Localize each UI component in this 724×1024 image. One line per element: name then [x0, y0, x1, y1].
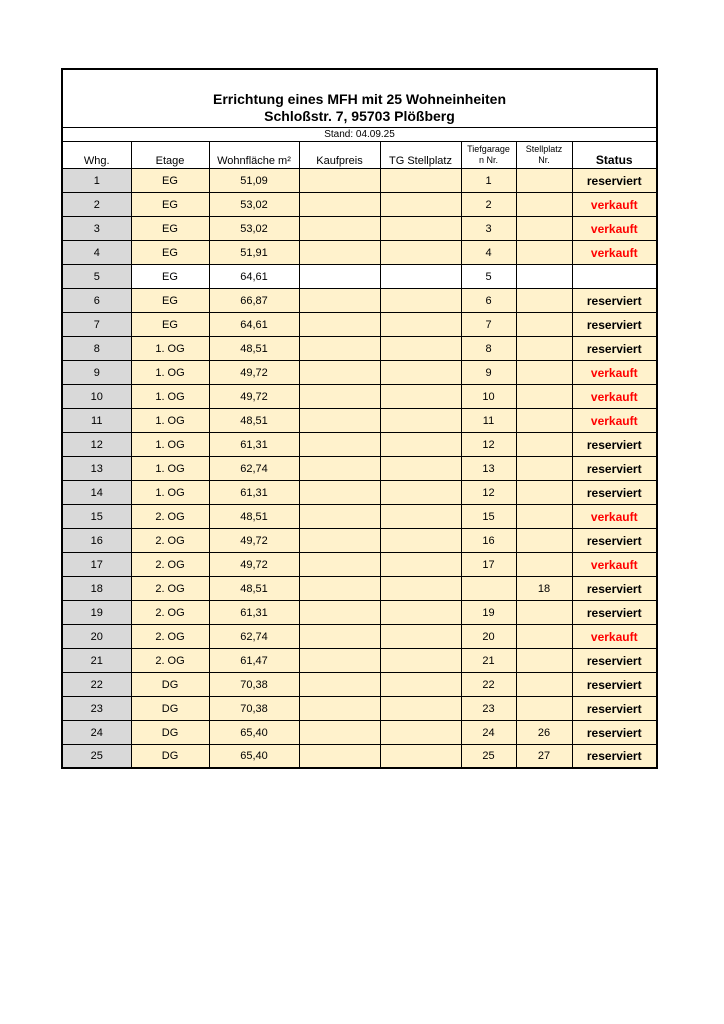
cell-stellplatz-nr: [516, 217, 572, 241]
cell-kaufpreis: [299, 313, 380, 337]
cell-tg-stellplatz: [380, 529, 461, 553]
cell-whg: 8: [63, 337, 131, 361]
cell-etage: 2. OG: [131, 601, 209, 625]
cell-wohnflaeche: 64,61: [209, 265, 299, 289]
cell-stellplatz-nr: [516, 697, 572, 721]
cell-kaufpreis: [299, 553, 380, 577]
project-address: Schloßstr. 7, 95703 Plößberg: [264, 108, 455, 124]
cell-whg: 6: [63, 289, 131, 313]
cell-tg-stellplatz: [380, 721, 461, 745]
cell-tg-stellplatz: [380, 577, 461, 601]
cell-stellplatz-nr: [516, 433, 572, 457]
cell-wohnflaeche: 53,02: [209, 217, 299, 241]
cell-etage: EG: [131, 193, 209, 217]
cell-etage: 2. OG: [131, 553, 209, 577]
cell-tiefgarage-nr: 8: [461, 337, 516, 361]
cell-status: reserviert: [572, 169, 656, 193]
cell-etage: 1. OG: [131, 409, 209, 433]
cell-tg-stellplatz: [380, 625, 461, 649]
cell-status: verkauft: [572, 409, 656, 433]
cell-whg: 18: [63, 577, 131, 601]
cell-tiefgarage-nr: 20: [461, 625, 516, 649]
cell-status: verkauft: [572, 217, 656, 241]
cell-status: reserviert: [572, 649, 656, 673]
table-row: [63, 481, 656, 505]
cell-kaufpreis: [299, 289, 380, 313]
cell-tiefgarage-nr: 25: [461, 745, 516, 768]
table-row: [63, 409, 656, 433]
cell-wohnflaeche: 70,38: [209, 673, 299, 697]
cell-etage: 2. OG: [131, 505, 209, 529]
cell-kaufpreis: [299, 601, 380, 625]
cell-whg: 5: [63, 265, 131, 289]
cell-tg-stellplatz: [380, 601, 461, 625]
cell-whg: 9: [63, 361, 131, 385]
table-body: [63, 169, 656, 768]
cell-whg: 15: [63, 505, 131, 529]
cell-wohnflaeche: 53,02: [209, 193, 299, 217]
cell-tiefgarage-nr: 21: [461, 649, 516, 673]
table-row: [63, 625, 656, 649]
cell-tg-stellplatz: [380, 673, 461, 697]
cell-status: reserviert: [572, 457, 656, 481]
cell-etage: DG: [131, 721, 209, 745]
cell-stellplatz-nr: [516, 529, 572, 553]
cell-etage: 1. OG: [131, 457, 209, 481]
title-block: [63, 70, 656, 128]
cell-etage: DG: [131, 697, 209, 721]
cell-tg-stellplatz: [380, 505, 461, 529]
cell-wohnflaeche: 62,74: [209, 625, 299, 649]
cell-etage: EG: [131, 265, 209, 289]
cell-whg: 23: [63, 697, 131, 721]
cell-stellplatz-nr: [516, 649, 572, 673]
cell-status: reserviert: [572, 337, 656, 361]
cell-wohnflaeche: 49,72: [209, 385, 299, 409]
table-row: [63, 433, 656, 457]
cell-etage: 2. OG: [131, 625, 209, 649]
units-table: [63, 142, 656, 767]
header-kaufpreis: Kaufpreis: [299, 142, 380, 169]
cell-etage: 2. OG: [131, 577, 209, 601]
table-row: [63, 457, 656, 481]
cell-tiefgarage-nr: 15: [461, 505, 516, 529]
cell-stellplatz-nr: [516, 265, 572, 289]
header-whg: Whg.: [63, 142, 131, 169]
cell-tiefgarage-nr: 16: [461, 529, 516, 553]
cell-status: verkauft: [572, 241, 656, 265]
cell-status: reserviert: [572, 529, 656, 553]
cell-status: verkauft: [572, 193, 656, 217]
cell-tg-stellplatz: [380, 193, 461, 217]
cell-tiefgarage-nr: 12: [461, 481, 516, 505]
cell-whg: 2: [63, 193, 131, 217]
cell-tiefgarage-nr: 23: [461, 697, 516, 721]
cell-tg-stellplatz: [380, 289, 461, 313]
cell-wohnflaeche: 61,47: [209, 649, 299, 673]
cell-stellplatz-nr: [516, 553, 572, 577]
cell-kaufpreis: [299, 721, 380, 745]
cell-etage: EG: [131, 313, 209, 337]
cell-tiefgarage-nr: 5: [461, 265, 516, 289]
cell-tg-stellplatz: [380, 265, 461, 289]
cell-stellplatz-nr: [516, 289, 572, 313]
table-row: [63, 601, 656, 625]
table-row: [63, 745, 656, 768]
cell-tg-stellplatz: [380, 457, 461, 481]
cell-tiefgarage-nr: 10: [461, 385, 516, 409]
table-row: [63, 673, 656, 697]
cell-tg-stellplatz: [380, 313, 461, 337]
cell-whg: 4: [63, 241, 131, 265]
cell-status: verkauft: [572, 553, 656, 577]
cell-whg: 10: [63, 385, 131, 409]
cell-kaufpreis: [299, 217, 380, 241]
cell-etage: 1. OG: [131, 337, 209, 361]
header-tiefgarage-nr: Tiefgarage n Nr.: [461, 142, 516, 169]
cell-stellplatz-nr: 26: [516, 721, 572, 745]
cell-kaufpreis: [299, 265, 380, 289]
header-stellplatz-nr: Stellplatz Nr.: [516, 142, 572, 169]
cell-kaufpreis: [299, 529, 380, 553]
cell-kaufpreis: [299, 241, 380, 265]
cell-etage: DG: [131, 745, 209, 768]
cell-tiefgarage-nr: 13: [461, 457, 516, 481]
cell-etage: EG: [131, 241, 209, 265]
header-wohnflaeche: Wohnfläche m²: [209, 142, 299, 169]
cell-wohnflaeche: 48,51: [209, 505, 299, 529]
cell-wohnflaeche: 48,51: [209, 337, 299, 361]
cell-kaufpreis: [299, 505, 380, 529]
header-row: [63, 142, 656, 169]
cell-whg: 20: [63, 625, 131, 649]
cell-whg: 16: [63, 529, 131, 553]
cell-tiefgarage-nr: 11: [461, 409, 516, 433]
cell-tg-stellplatz: [380, 337, 461, 361]
cell-etage: 1. OG: [131, 361, 209, 385]
cell-kaufpreis: [299, 649, 380, 673]
cell-stellplatz-nr: [516, 505, 572, 529]
cell-wohnflaeche: 62,74: [209, 457, 299, 481]
cell-whg: 25: [63, 745, 131, 768]
cell-tiefgarage-nr: 22: [461, 673, 516, 697]
cell-wohnflaeche: 51,09: [209, 169, 299, 193]
cell-wohnflaeche: 61,31: [209, 601, 299, 625]
cell-whg: 24: [63, 721, 131, 745]
cell-whg: 13: [63, 457, 131, 481]
table-row: [63, 169, 656, 193]
cell-wohnflaeche: 70,38: [209, 697, 299, 721]
cell-stellplatz-nr: [516, 361, 572, 385]
table-row: [63, 529, 656, 553]
cell-tiefgarage-nr: [461, 577, 516, 601]
cell-status: reserviert: [572, 481, 656, 505]
cell-tiefgarage-nr: 19: [461, 601, 516, 625]
cell-etage: 1. OG: [131, 385, 209, 409]
cell-tiefgarage-nr: 2: [461, 193, 516, 217]
cell-etage: 2. OG: [131, 529, 209, 553]
cell-status: reserviert: [572, 697, 656, 721]
cell-tiefgarage-nr: 3: [461, 217, 516, 241]
cell-status: verkauft: [572, 625, 656, 649]
cell-wohnflaeche: 49,72: [209, 529, 299, 553]
table-row: [63, 505, 656, 529]
cell-stellplatz-nr: 27: [516, 745, 572, 768]
cell-whg: 22: [63, 673, 131, 697]
cell-wohnflaeche: 48,51: [209, 577, 299, 601]
cell-kaufpreis: [299, 457, 380, 481]
cell-whg: 17: [63, 553, 131, 577]
cell-whg: 14: [63, 481, 131, 505]
cell-tiefgarage-nr: 9: [461, 361, 516, 385]
cell-whg: 1: [63, 169, 131, 193]
cell-wohnflaeche: 66,87: [209, 289, 299, 313]
cell-stellplatz-nr: [516, 313, 572, 337]
table-row: [63, 265, 656, 289]
cell-tg-stellplatz: [380, 481, 461, 505]
cell-tg-stellplatz: [380, 409, 461, 433]
cell-stellplatz-nr: [516, 625, 572, 649]
cell-status: reserviert: [572, 289, 656, 313]
cell-whg: 19: [63, 601, 131, 625]
project-title: Errichtung eines MFH mit 25 Wohneinheiten: [213, 91, 506, 107]
cell-stellplatz-nr: [516, 385, 572, 409]
table-row: [63, 289, 656, 313]
cell-kaufpreis: [299, 385, 380, 409]
table-row: [63, 721, 656, 745]
cell-kaufpreis: [299, 169, 380, 193]
cell-kaufpreis: [299, 577, 380, 601]
cell-stellplatz-nr: [516, 481, 572, 505]
cell-tiefgarage-nr: 1: [461, 169, 516, 193]
cell-status: reserviert: [572, 721, 656, 745]
cell-kaufpreis: [299, 745, 380, 768]
header-status: Status: [572, 142, 656, 169]
cell-wohnflaeche: 49,72: [209, 553, 299, 577]
cell-stellplatz-nr: [516, 169, 572, 193]
cell-kaufpreis: [299, 361, 380, 385]
cell-status: reserviert: [572, 601, 656, 625]
cell-kaufpreis: [299, 625, 380, 649]
cell-tiefgarage-nr: 17: [461, 553, 516, 577]
cell-wohnflaeche: 64,61: [209, 313, 299, 337]
cell-status: verkauft: [572, 505, 656, 529]
cell-stellplatz-nr: [516, 193, 572, 217]
table-row: [63, 361, 656, 385]
cell-etage: 1. OG: [131, 481, 209, 505]
cell-wohnflaeche: 61,31: [209, 481, 299, 505]
cell-stellplatz-nr: [516, 409, 572, 433]
cell-stellplatz-nr: [516, 601, 572, 625]
cell-stellplatz-nr: [516, 337, 572, 361]
cell-wohnflaeche: 61,31: [209, 433, 299, 457]
cell-kaufpreis: [299, 409, 380, 433]
cell-tg-stellplatz: [380, 217, 461, 241]
cell-tg-stellplatz: [380, 553, 461, 577]
cell-whg: 12: [63, 433, 131, 457]
cell-status: [572, 265, 656, 289]
cell-tg-stellplatz: [380, 745, 461, 768]
cell-kaufpreis: [299, 697, 380, 721]
cell-kaufpreis: [299, 481, 380, 505]
cell-wohnflaeche: 65,40: [209, 721, 299, 745]
cell-tg-stellplatz: [380, 361, 461, 385]
cell-whg: 3: [63, 217, 131, 241]
cell-wohnflaeche: 51,91: [209, 241, 299, 265]
cell-status: reserviert: [572, 745, 656, 768]
cell-stellplatz-nr: 18: [516, 577, 572, 601]
cell-tg-stellplatz: [380, 169, 461, 193]
cell-tiefgarage-nr: 4: [461, 241, 516, 265]
cell-tiefgarage-nr: 24: [461, 721, 516, 745]
cell-kaufpreis: [299, 193, 380, 217]
cell-wohnflaeche: 49,72: [209, 361, 299, 385]
table-row: [63, 385, 656, 409]
cell-wohnflaeche: 65,40: [209, 745, 299, 768]
apartment-sales-sheet: [61, 68, 658, 769]
table-row: [63, 313, 656, 337]
cell-stellplatz-nr: [516, 241, 572, 265]
cell-whg: 21: [63, 649, 131, 673]
cell-status: reserviert: [572, 433, 656, 457]
cell-stellplatz-nr: [516, 457, 572, 481]
cell-tg-stellplatz: [380, 697, 461, 721]
cell-etage: EG: [131, 217, 209, 241]
table-row: [63, 577, 656, 601]
cell-whg: 7: [63, 313, 131, 337]
cell-kaufpreis: [299, 433, 380, 457]
cell-stellplatz-nr: [516, 673, 572, 697]
cell-tg-stellplatz: [380, 649, 461, 673]
cell-etage: DG: [131, 673, 209, 697]
cell-tiefgarage-nr: 12: [461, 433, 516, 457]
table-row: [63, 217, 656, 241]
cell-etage: 1. OG: [131, 433, 209, 457]
cell-whg: 11: [63, 409, 131, 433]
table-row: [63, 649, 656, 673]
header-tg-stellplatz: TG Stellplatz: [380, 142, 461, 169]
table-row: [63, 241, 656, 265]
header-etage: Etage: [131, 142, 209, 169]
cell-tiefgarage-nr: 7: [461, 313, 516, 337]
cell-status: verkauft: [572, 385, 656, 409]
cell-status: verkauft: [572, 361, 656, 385]
cell-etage: EG: [131, 289, 209, 313]
cell-kaufpreis: [299, 337, 380, 361]
cell-status: reserviert: [572, 313, 656, 337]
cell-etage: EG: [131, 169, 209, 193]
table-row: [63, 553, 656, 577]
cell-tg-stellplatz: [380, 433, 461, 457]
cell-status: reserviert: [572, 577, 656, 601]
cell-etage: 2. OG: [131, 649, 209, 673]
cell-wohnflaeche: 48,51: [209, 409, 299, 433]
table-row: [63, 193, 656, 217]
cell-status: reserviert: [572, 673, 656, 697]
stand-date: Stand: 04.09.25: [63, 128, 656, 142]
table-row: [63, 337, 656, 361]
cell-tg-stellplatz: [380, 385, 461, 409]
cell-tiefgarage-nr: 6: [461, 289, 516, 313]
cell-tg-stellplatz: [380, 241, 461, 265]
table-row: [63, 697, 656, 721]
cell-kaufpreis: [299, 673, 380, 697]
